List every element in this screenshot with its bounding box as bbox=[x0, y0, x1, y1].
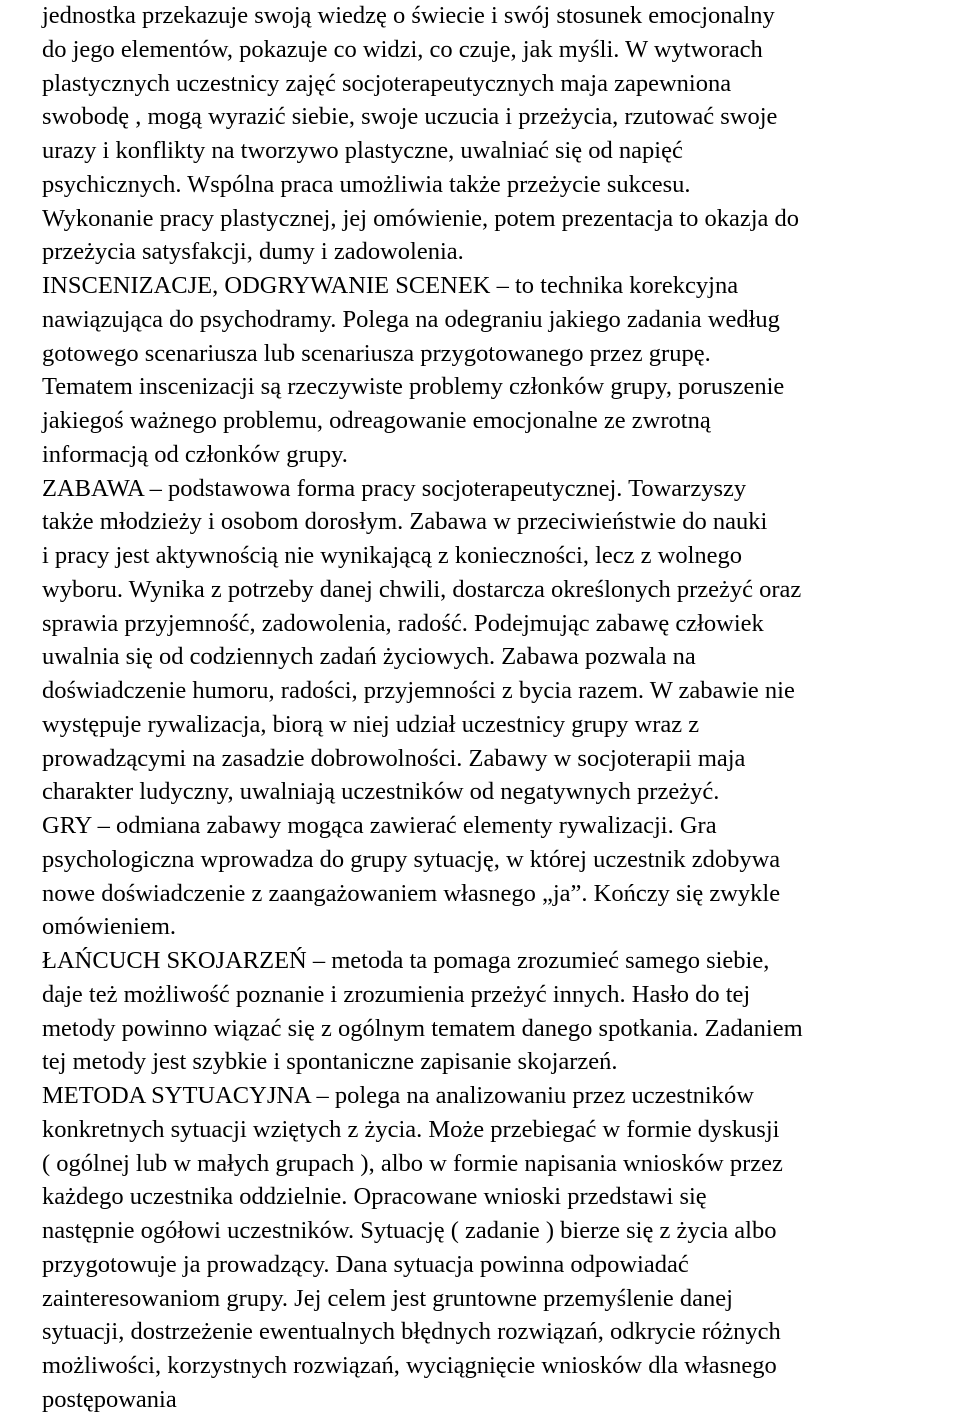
text-line: charakter ludyczny, uwalniają uczestników od negatywnych przeżyć. bbox=[42, 778, 720, 806]
text-line: przeżycia satysfakcji, dumy i zadowolenia. bbox=[42, 238, 464, 266]
text-line: nawiązująca do psychodramy. Polega na odegraniu jakiego zadania według bbox=[42, 305, 780, 333]
text-line: sprawia przyjemność, zadowolenia, radość. Podejmując zabawę człowiek bbox=[42, 609, 764, 637]
text-line: doświadczenie humoru, radości, przyjemności z bycia razem. W zabawie nie bbox=[42, 677, 795, 704]
text-line: także młodzieży i osobom dorosłym. Zabawa w przeciwieństwie do nauki bbox=[42, 508, 768, 536]
text-line: i pracy jest aktywnością nie wynikającą z konieczności, lecz z wolnego bbox=[42, 542, 743, 569]
text-line: konkretnych sytuacji wziętych z życia. Może przebiegać w formie dyskusji bbox=[42, 1115, 780, 1143]
text-line: zainteresowaniom grupy. Jej celem jest gruntowne przemyślenie danej bbox=[42, 1284, 733, 1312]
text-line: gotowego scenariusza lub scenariusza przygotowanego przez grupę. bbox=[42, 339, 711, 367]
text-line: przygotowuje ja prowadzący. Dana sytuacja powinna odpowiadać bbox=[42, 1250, 689, 1278]
text-line: GRY – odmiana zabawy mogąca zawierać elementy rywalizacji. Gra bbox=[42, 812, 717, 839]
text-line: ZABAWA – podstawowa forma pracy socjoterapeutycznej. Towarzyszy bbox=[42, 474, 747, 502]
text-line: nowe doświadczenie z zaangażowaniem własnego „ja”. Kończy się zwykle bbox=[42, 879, 781, 907]
text-line: jakiegoś ważnego problemu, odreagowanie emocjonalne ze zwrotną bbox=[42, 407, 711, 434]
text-line: swobodę , mogą wyrazić siebie, swoje uczucia i przeżycia, rzutować swoje bbox=[42, 103, 778, 131]
document-page bbox=[42, 0, 960, 1422]
text-line: uwalnia się od codziennych zadań życiowych. Zabawa pozwala na bbox=[42, 643, 696, 671]
text-line: tej metody jest szybkie i spontaniczne zapisanie skojarzeń. bbox=[42, 1048, 618, 1076]
text-line: psychologiczna wprowadza do grupy sytuację, w której uczestnik zdobywa bbox=[42, 845, 781, 873]
text-line: INSCENIZACJE, ODGRYWANIE SCENEK – to technika korekcyjna bbox=[42, 272, 739, 299]
text-line: jednostka przekazuje swoją wiedzę o świecie i swój stosunek emocjonalny bbox=[42, 2, 775, 29]
text-line: wyboru. Wynika z potrzeby danej chwili, dostarcza określonych przeżyć oraz bbox=[42, 575, 802, 603]
text-line: możliwości, korzystnych rozwiązań, wyciągnięcie wniosków dla własnego bbox=[42, 1352, 777, 1379]
text-line: Wykonanie pracy plastycznej, jej omówienie, potem prezentacja to okazja do bbox=[42, 204, 800, 232]
text-line: daje też możliwość poznanie i zrozumienia przeżyć innych. Hasło do tej bbox=[42, 980, 751, 1008]
text-line: Tematem inscenizacji są rzeczywiste problemy członków grupy, poruszenie bbox=[42, 373, 785, 401]
text-line: urazy i konflikty na tworzywo plastyczne, uwalniać się od napięć bbox=[42, 137, 683, 164]
text-line: ŁAŃCUCH SKOJARZEŃ – metoda ta pomaga zrozumieć samego siebie, bbox=[42, 947, 770, 974]
text-line: prowadzącymi na zasadzie dobrowolności. Zabawy w socjoterapii maja bbox=[42, 744, 746, 772]
text-line: następnie ogółowi uczestników. Sytuację ( zadanie ) bierze się z życia albo bbox=[42, 1217, 777, 1244]
text-line: metody powinno wiązać się z ogólnym tematem danego spotkania. Zadaniem bbox=[42, 1014, 803, 1042]
text-line: plastycznych uczestnicy zajęć socjoterapeutycznych maja zapewniona bbox=[42, 69, 732, 97]
text-line: psychicznych. Wspólna praca umożliwia także przeżycie sukcesu. bbox=[42, 170, 691, 198]
text-line: sytuacji, dostrzeżenie ewentualnych błędnych rozwiązań, odkrycie różnych bbox=[42, 1318, 781, 1346]
text-line: informacją od członków grupy. bbox=[42, 440, 348, 468]
text-line: do jego elementów, pokazuje co widzi, co czuje, jak myśli. W wytworach bbox=[42, 35, 763, 63]
text-line: postępowania bbox=[42, 1385, 177, 1413]
text-line: każdego uczestnika oddzielnie. Opracowane wnioski przedstawi się bbox=[42, 1183, 707, 1211]
text-line: ( ogólnej lub w małych grupach ), albo w formie napisania wniosków przez bbox=[42, 1149, 783, 1177]
text-line: omówieniem. bbox=[42, 913, 177, 941]
text-line: METODA SYTUACYJNA – polega na analizowaniu przez uczestników bbox=[42, 1082, 754, 1109]
text-line: występuje rywalizacja, biorą w niej udział uczestnicy grupy wraz z bbox=[42, 710, 700, 738]
